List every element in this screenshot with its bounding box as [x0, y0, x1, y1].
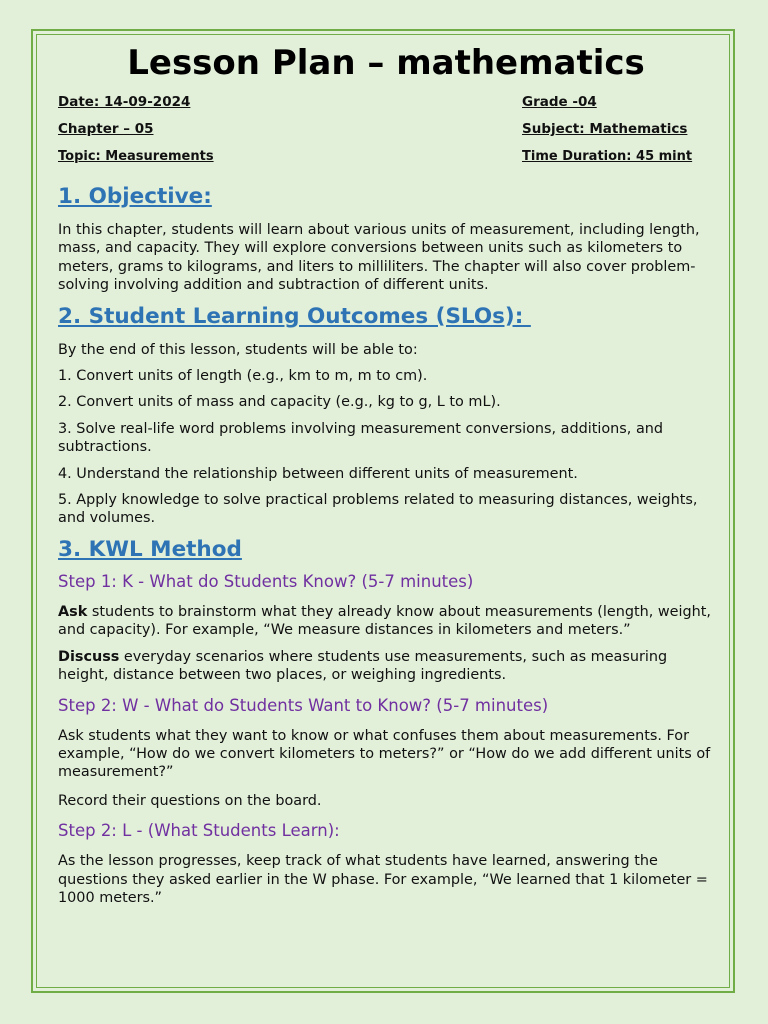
discuss-label: Discuss: [58, 648, 120, 665]
meta-date: Date: 14-09-2024: [58, 94, 191, 110]
step-w-text: Ask students what they want to know or what confuses them about measurements. For example, “How do we convert kilometers to meters?” or “How do we add different units of measurement?”: [58, 727, 711, 781]
slo-item-4: 4. Understand the relationship between different units of measurement.: [58, 465, 578, 482]
ask-label: Ask: [58, 603, 88, 620]
step-l-text: As the lesson progresses, keep track of what students have learned, answering the questions they asked earlier in the W phase. For example, “We learned that 1 kilometer = 1000 meters.”: [58, 853, 708, 906]
step-w-heading: Step 2: W - What do Students Want to Know? (5-7 minutes): [58, 695, 549, 715]
meta-subject: Subject: Mathematics: [522, 121, 688, 137]
discuss-text: everyday scenarios where students use measurements, such as measuring height, distance between two places, or weighing ingredients.: [58, 648, 668, 684]
meta-chapter: Chapter – 05: [58, 121, 154, 137]
step-k-ask: [58, 603, 714, 640]
step-k-discuss: [58, 648, 714, 685]
step-k-heading: Step 1: K - What do Students Know? (5-7 minutes): [58, 571, 474, 591]
kwl-heading: 3. KWL Method: [58, 536, 242, 562]
lesson-meta: [58, 94, 714, 176]
meta-duration: Time Duration: 45 mint: [522, 149, 693, 164]
slos-intro: By the end of this lesson, students will be able to:: [58, 341, 418, 358]
meta-grade: Grade -04: [522, 94, 597, 110]
document-page: [58, 40, 714, 907]
objective-heading: 1. Objective:: [58, 184, 212, 209]
slo-item-3: 3. Solve real-life word problems involving measurement conversions, additions, and subtractions.: [58, 420, 664, 456]
step-w-record: Record their questions on the board.: [58, 792, 322, 809]
slo-item-2: 2. Convert units of mass and capacity (e.g., kg to g, L to mL).: [58, 394, 501, 411]
slos-heading: 2. Student Learning Outcomes (SLOs):: [58, 303, 531, 329]
slo-item-5: 5. Apply knowledge to solve practical problems related to measuring distances, weights, and volumes.: [58, 492, 698, 527]
objective-text: In this chapter, students will learn about various units of measurement, including length, mass, and capacity. They will explore conversions between units such as kilometers to meters, grams to kilograms, and liters to milliliters. The chapter will also cover problem-solving involving addition and subtraction of different units.: [58, 222, 700, 294]
page-title: Lesson Plan – mathematics: [127, 43, 645, 83]
meta-topic: Topic: Measurements: [58, 149, 214, 164]
step-l-heading: Step 2: L - (What Students Learn):: [58, 821, 340, 841]
slo-item-1: 1. Convert units of length (e.g., km to m, m to cm).: [58, 368, 428, 385]
ask-text: students to brainstorm what they already know about measurements (length, weight, and capacity). For example, “We measure distances in kilometers and meters.”: [58, 603, 711, 639]
